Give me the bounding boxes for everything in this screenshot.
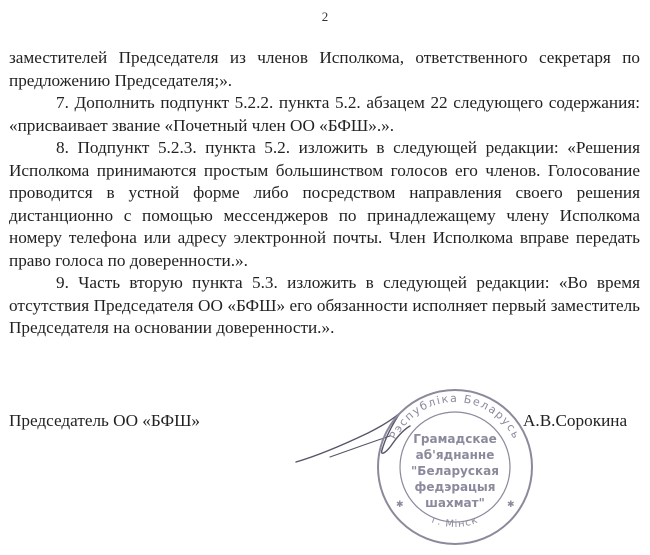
svg-text:шахмат": шахмат" <box>425 496 485 510</box>
page-number: 2 <box>321 9 329 24</box>
star-icon: ✱ <box>396 499 404 509</box>
paragraph-item-8: 8. Подпункт 5.2.3. пункта 5.2. изложить в следующей редакции: «Решения Исполкома принимаются простым большинством голосов его членов. Голосование проводится в устной форме либо посредством направления своего решения дистанционно с помощью мессенджеров по принадлежащему члену Исполкома номеру телефона или адресу электронной почты. Член Исполкома вправе передать право голоса по доверенности.». <box>9 138 640 270</box>
svg-text:аб'яднанне: аб'яднанне <box>415 448 495 462</box>
svg-text:Грамадскае: Грамадскае <box>413 432 497 446</box>
svg-text:"Беларуская: "Беларуская <box>411 464 499 478</box>
signatory-title: Председатель ОО «БФШ» <box>9 411 201 430</box>
seal-city-text: г. Мінск <box>430 514 480 531</box>
signatory-name: А.В.Сорокина <box>523 411 628 430</box>
official-seal <box>370 382 540 552</box>
paragraph-item-9: 9. Часть вторую пункта 5.3. изложить в следующей редакции: «Во время отсутствия Председателя ОО «БФШ» его обязанности исполняет первый заместитель Председателя на основании доверенности.». <box>9 273 640 337</box>
star-icon: ✱ <box>507 499 515 509</box>
seal-outer-text: Рэспубліка Беларусь <box>386 391 524 442</box>
paragraph-continuation: заместителей Председателя из членов Исполкома, ответственного секретаря по предложению Председателя;». <box>9 48 640 90</box>
seal-inner-text <box>411 432 499 510</box>
document-body <box>9 47 640 340</box>
svg-text:федэрацыя: федэрацыя <box>414 480 496 494</box>
paragraph-item-7: 7. Дополнить подпункт 5.2.2. пункта 5.2. абзацем 22 следующего содержания: «присваивает звание «Почетный член ОО «БФШ».». <box>9 93 640 135</box>
